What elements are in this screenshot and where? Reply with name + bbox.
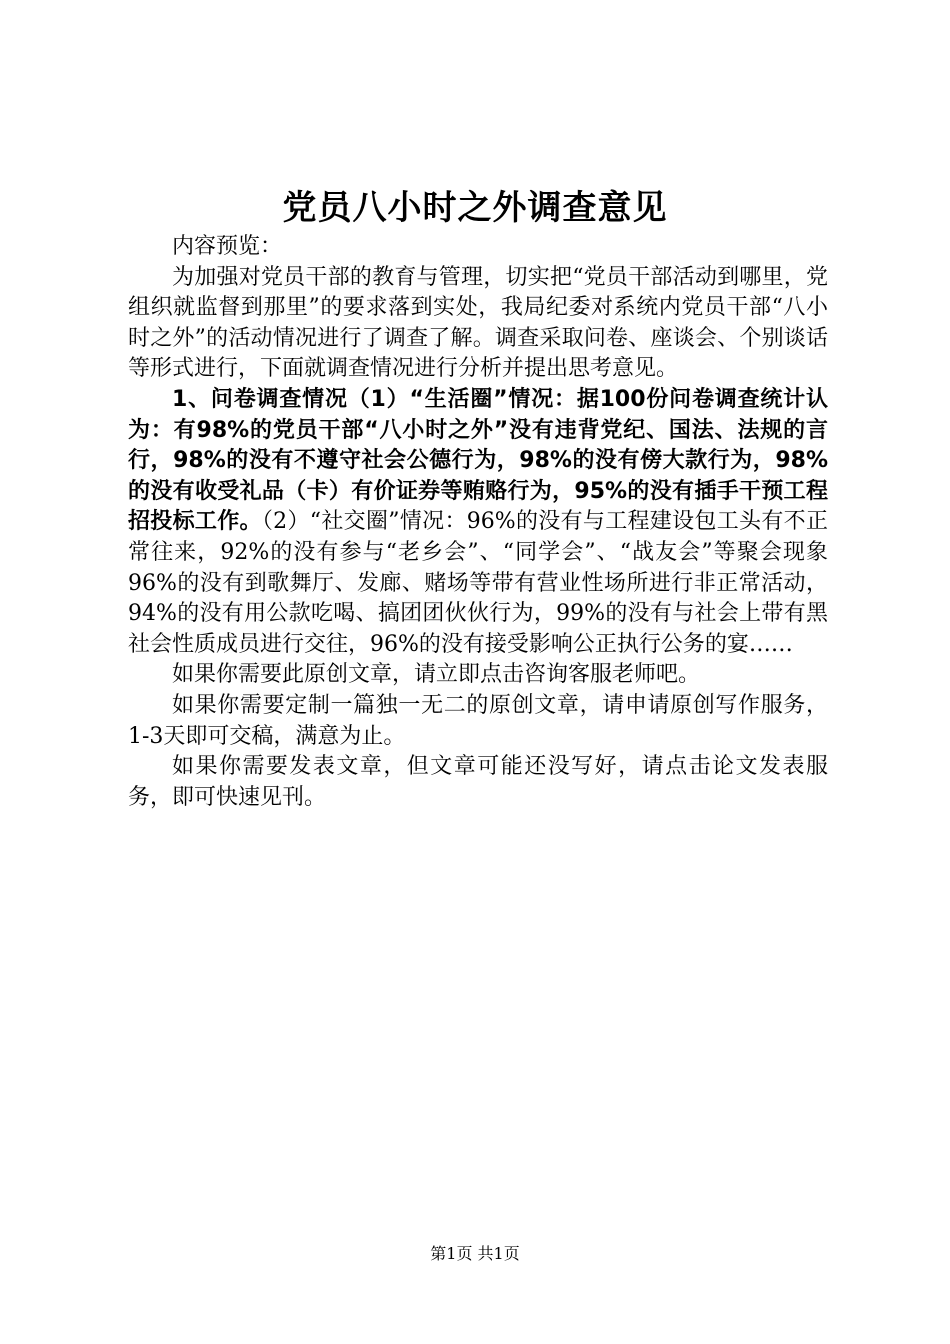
preview-label: 内容预览： bbox=[172, 234, 283, 259]
survey-paragraph bbox=[128, 385, 828, 660]
survey-normal-text: （2）“社交圈”情况：96%的没有与工程建设包工头有不正常往来，92%的没有参与“老乡会”、“同学会”、“战友会”等聚会现象96%的没有到歌舞厅、发廊、赌场等带有营业性场所进行非正常活动，94%的没有用公款吃喝、搞团团伙伙行为，99%的没有与社会上带有黑社会性质成员进行交往，96%的没有接受影响公正执行公务的宴…… bbox=[128, 509, 828, 657]
document-body bbox=[128, 232, 828, 813]
survey-bold-text: 1、问卷调查情况（1）“生活圈”情况：据100份问卷调查统计认为：有98%的党员干部“八小时之外”没有违背党纪、国法、法规的言行，98%的没有不遵守社会公德行为，98%的没有傍大款行为，98%的没有收受礼品（卡）有价证券等贿赂行为，95%的没有插手干预工程招投标工作。 bbox=[128, 386, 828, 535]
closing-paragraph-publish: 如果你需要发表文章，但文章可能还没写好，请点击论文发表服务，即可快速见刊。 bbox=[128, 754, 828, 810]
page-footer: 第1页 共1页 bbox=[430, 1244, 520, 1263]
document-title: 党员八小时之外调查意见 bbox=[282, 188, 668, 228]
intro-paragraph: 为加强对党员干部的教育与管理，切实把“党员干部活动到哪里，党组织就监督到那里”的要求落到实处，我局纪委对系统内党员干部“八小时之外”的活动情况进行了调查了解。调查采取问卷、座谈会、个别谈话等形式进行，下面就调查情况进行分析并提出思考意见。 bbox=[128, 264, 828, 382]
closing-paragraph-custom: 如果你需要定制一篇独一无二的原创文章，请申请原创写作服务，1-3天即可交稿，满意为止。 bbox=[128, 692, 828, 749]
closing-paragraph-consult: 如果你需要此原创文章，请立即点击咨询客服老师吧。 bbox=[172, 662, 701, 688]
